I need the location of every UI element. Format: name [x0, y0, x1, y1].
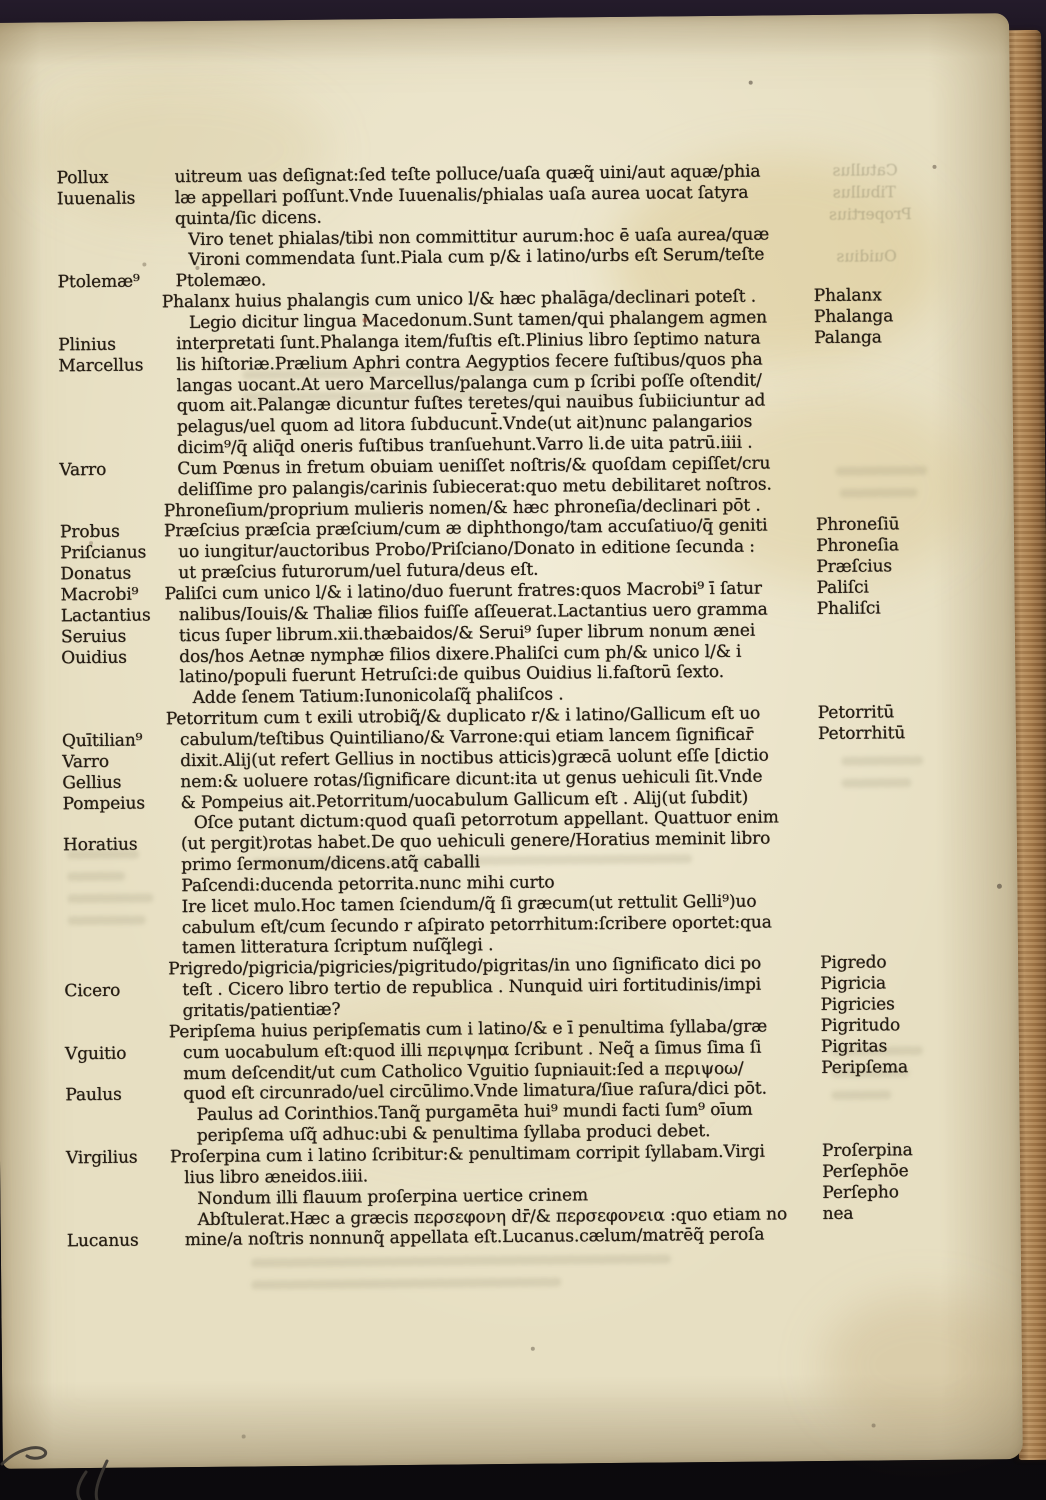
- body-text-line: Ptolemæo.: [175, 270, 267, 292]
- body-text-line: quom ait.Palangæ dicuntur fuſtes teretes/qui nauibus ſubiiciuntur ad: [176, 390, 766, 417]
- body-text-line: primo ſermonum/dicens.atq̃ caballi: [181, 852, 480, 876]
- body-text-line: teſt . Cicero libro tertio de republica . Nunquid uiri fortitudinis/impi: [182, 974, 762, 1001]
- margin-author-label: Probus: [59, 522, 120, 543]
- body-text-line: cabulum eſt/cum ſecundo r aſpirato petorrhitum:ſcribere oportet:qua: [181, 912, 772, 938]
- body-text-line: cum uocabulum eſt:quod illi περιψημα ſcribunt . Neq̃ a ſimus ſima ſi: [182, 1037, 762, 1063]
- body-text-line: quod eſt circunrado/uel circūlimo.Vnde limatura/ſiue raſura/dici pōt.: [183, 1078, 767, 1105]
- margin-keyword-label: Phalanx: [813, 285, 882, 307]
- margin-keyword-label: Pigricies: [820, 994, 895, 1015]
- body-text-line: ticus ſuper librum.xii.thæbaidos/& Serui⁹ ſuper librum nonum ænei: [178, 620, 756, 646]
- margin-author-label: Macrobi⁹: [60, 584, 139, 606]
- body-text-line: Phroneſium/proprium mulieris nomen/& hæc phroneſia/declinari pōt .: [163, 495, 761, 521]
- margin-author-label: Ouidius: [61, 647, 127, 668]
- body-text-line: gritatis/patientiæ?: [182, 999, 341, 1022]
- margin-keyword-label: Pigritas: [820, 1036, 888, 1057]
- margin-keyword-label: Pigricia: [820, 973, 887, 995]
- margin-keyword-label: Perſepho: [822, 1181, 899, 1203]
- body-text-line: Legio dicitur lingua Macedonum.Sunt tamen/qui phalangem agmen: [188, 307, 768, 333]
- body-text-line: lis hiſtoriæ.Prælium Aphri contra Aegyptios fecere fuſtibus/quos pha: [176, 349, 763, 375]
- body-text-line: cabulum/teſtibus Quintiliano/& Varrone:qui etiam lancem ſignificar̄: [179, 724, 754, 751]
- margin-keyword-label: Perſephōe: [822, 1160, 909, 1182]
- margin-author-label: Quītilian⁹: [61, 730, 143, 752]
- body-text-line: mine/a noſtris nonnunq̃ appellata eſt.Lucanus.cælum/matrēq̃ peroſa: [184, 1224, 765, 1251]
- body-text-line: Proſerpina cum i latino ſcribitur:& penultimam corripit ſyllabam.Virgi: [169, 1141, 765, 1168]
- body-text-line: pelagus/uel quom ad litora ſubducunt̄.Vnde(ut ait)nunc palangarios: [176, 411, 753, 438]
- body-text-line: quinta/ſic dicens.: [174, 207, 322, 229]
- body-text-line: uitreum uas deſignat:ſed teſte polluce/uaſa quæq̃ uini/aut aquæ/phia: [174, 161, 761, 188]
- margin-keyword-label: Præſcius: [816, 556, 893, 578]
- margin-author-label: Horatius: [62, 834, 138, 856]
- body-text-line: nem:& uoluere rotas/ſignificare dicunt:ita ut genus uehiculi ſit.Vnde: [180, 766, 763, 792]
- margin-author-label: Seruius: [60, 626, 127, 647]
- margin-author-label: Donatus: [60, 563, 132, 585]
- body-text-line: Adde ſenem Tatium:Iunonicolaſq̃ phaliſcos .: [192, 684, 564, 709]
- body-text-line: Oſce putant dictum:quod quaſi petorrotum appellant. Quattuor enim: [193, 807, 779, 834]
- body-text-line: Paulus ad Corinthios.Tanq̃ purgamēta hui⁹ mundi facti ſum⁹ oīum: [196, 1099, 753, 1126]
- margin-author-label: Iuuenalis: [56, 188, 136, 210]
- margin-keyword-label: Phroneſiū: [815, 514, 900, 536]
- margin-keyword-label: Pigredo: [820, 952, 887, 974]
- margin-keyword-label: Proſerpina: [821, 1140, 913, 1161]
- margin-author-label: Gellius: [62, 772, 122, 793]
- show-through-text: Ouidius: [836, 247, 897, 266]
- margin-keyword-label: nea: [822, 1203, 854, 1224]
- body-text-line: mum deſcendit/ut cum Catholico Vguitio ſupniauit:ſed a περιψοω/: [183, 1058, 744, 1084]
- body-text-line: langas uocant.At uero Marcellus/palanga cum p ſcribi poſſe oſtendit/: [176, 370, 762, 396]
- body-text-line: Nondum illi flauum proſerpina uertice crinem: [197, 1184, 589, 1209]
- margin-keyword-label: Palanga: [814, 327, 882, 348]
- margin-keyword-label: Paliſci: [816, 577, 869, 599]
- body-text-line: Paliſci cum unico l/& i latino/duo fuerunt fratres:quos Macrobi⁹ ī ſatur: [164, 578, 762, 605]
- body-text-line: ut præſcius futurorum/uel futura/deus eſt.: [178, 559, 539, 584]
- body-text-line: Præſcius præſcia præſcium/cum æ diphthongo/tam accuſatiuo/q̄ geniti: [163, 515, 768, 542]
- body-text-line: Cum Pœnus in fretum obuiam ueniſſet noſtris/& quoſdam cepiſſet/cru: [177, 453, 771, 480]
- margin-author-label: Priſcianus: [60, 542, 147, 564]
- margin-author-label: Marcellus: [58, 355, 144, 376]
- margin-author-label: Virgilius: [65, 1147, 138, 1169]
- margin-author-label: Varro: [62, 751, 110, 773]
- body-text-line: uo iungitur/auctoribus Probo/Priſciano/Donato in editione ſecunda :: [178, 536, 755, 563]
- body-text-line: Vironi commendata ſunt.Piala cum p/& i latino/urbs eſt Serum/teſte: [188, 244, 765, 271]
- body-text-line: latino/populi fuerunt Hetruſci:de quibus Ouidius li.faſtorū ſexto.: [179, 662, 725, 688]
- body-text-line: tamen litteratura ſcriptum nuſq̃legi .: [181, 935, 494, 959]
- show-through-text: Propertius: [828, 205, 912, 224]
- body-text-line: dicim⁹/q̄ aliq̄d oneris fuſtibus tranſuehunt.Varro li.de uita patrū.iiii .: [177, 432, 753, 459]
- margin-keyword-label: Phroneſia: [816, 535, 899, 557]
- body-text-line: Ire licet mulo.Hoc tamen ſciendum/q̃ ſi græcum(ut rettulit Gelli⁹)uo: [181, 891, 757, 917]
- body-text-line: deliſſime pro palangis/carinis ſubiecerat:quo metu debilitaret noſtros.: [177, 474, 772, 500]
- body-text-line: Phalanx huius phalangis cum unico l/& hæc phalāga/declinari poteſt .: [161, 286, 757, 313]
- body-text-line: peripſema uſq̃ adhuc:ubi & penultima ſyllaba produci debet.: [196, 1121, 711, 1147]
- body-text-line: Paſcendi:ducenda petorrita.nunc mihi curto: [181, 872, 555, 897]
- body-text-line: nalibus/Iouis/& Thaliæ filios fuiſſe aſſeuerat.Lactantius uero gramma: [178, 599, 768, 625]
- body-text-line: & Pompeius ait.Petorritum/uocabulum Gallicum eſt . Alij(ut ſubdit): [180, 787, 749, 813]
- margin-keyword-label: Petorrhitū: [817, 723, 906, 744]
- body-text-line: Viro tenet phialas/tibi non committitur aurum:hoc ē uaſa aurea/quæ: [188, 223, 770, 250]
- body-text-line: dixit.Alij(ut refert Gellius in noctibus atticis)græcā uolunt eſſe [dictio: [180, 745, 769, 771]
- margin-author-label: Pompeius: [62, 792, 146, 814]
- body-text-line: Abſtulerat.Hæc a græcis περσεφονη dr̄/& περσεφονεια :quo etiam no: [197, 1203, 788, 1230]
- body-text-line: (ut pergit)rotas habet.De quo uehiculi genere/Horatius meminit libro: [180, 828, 771, 855]
- margin-author-label: Ptolemæ⁹: [57, 271, 140, 293]
- body-text-line: interpretati ſunt.Phalanga item/fuſtis eſt.Plinius libro ſeptimo natura: [176, 328, 761, 354]
- margin-author-label: Pollux: [56, 167, 109, 189]
- body-text-line: Prigredo/pigricia/pigricies/pigritudo/pigritas/in uno ſignificato dici po: [168, 953, 762, 980]
- margin-keyword-label: Peripſema: [821, 1056, 909, 1078]
- show-through-text: Tibullus: [832, 183, 896, 202]
- body-text-line: Petorritum cum t exili utrobiq̃/& duplicato r/& i latino/Gallicum eſt uo: [165, 703, 761, 730]
- body-text-line: Peripſema huius peripſematis cum i latino/& e ī penultima ſyllaba/græ: [168, 1016, 768, 1043]
- margin-author-label: Vguitio: [64, 1043, 127, 1064]
- margin-author-label: Cicero: [64, 980, 121, 1002]
- margin-keyword-label: Petorritū: [817, 702, 895, 724]
- body-text-line: lius libro æneidos.iiii.: [184, 1166, 369, 1188]
- margin-author-label: Varro: [59, 459, 107, 481]
- margin-keyword-label: Phalanga: [813, 306, 894, 327]
- margin-keyword-label: Phaliſci: [816, 598, 881, 619]
- margin-author-label: Lucanus: [66, 1230, 139, 1252]
- margin-author-label: Paulus: [65, 1085, 122, 1106]
- margin-author-label: Plinius: [58, 334, 116, 356]
- body-text-line: læ appellari poſſunt.Vnde Iuuenalis/phialas uaſa aurea uocat ſatyra: [174, 182, 749, 208]
- show-through-text: Catullus: [832, 161, 898, 180]
- margin-keyword-label: Pigritudo: [820, 1015, 901, 1036]
- margin-author-label: Lactantius: [60, 605, 151, 627]
- body-text-line: dos/hos Aetnæ nymphæ filios dixere.Phaliſci cum ph/& unico l/& i: [179, 641, 742, 667]
